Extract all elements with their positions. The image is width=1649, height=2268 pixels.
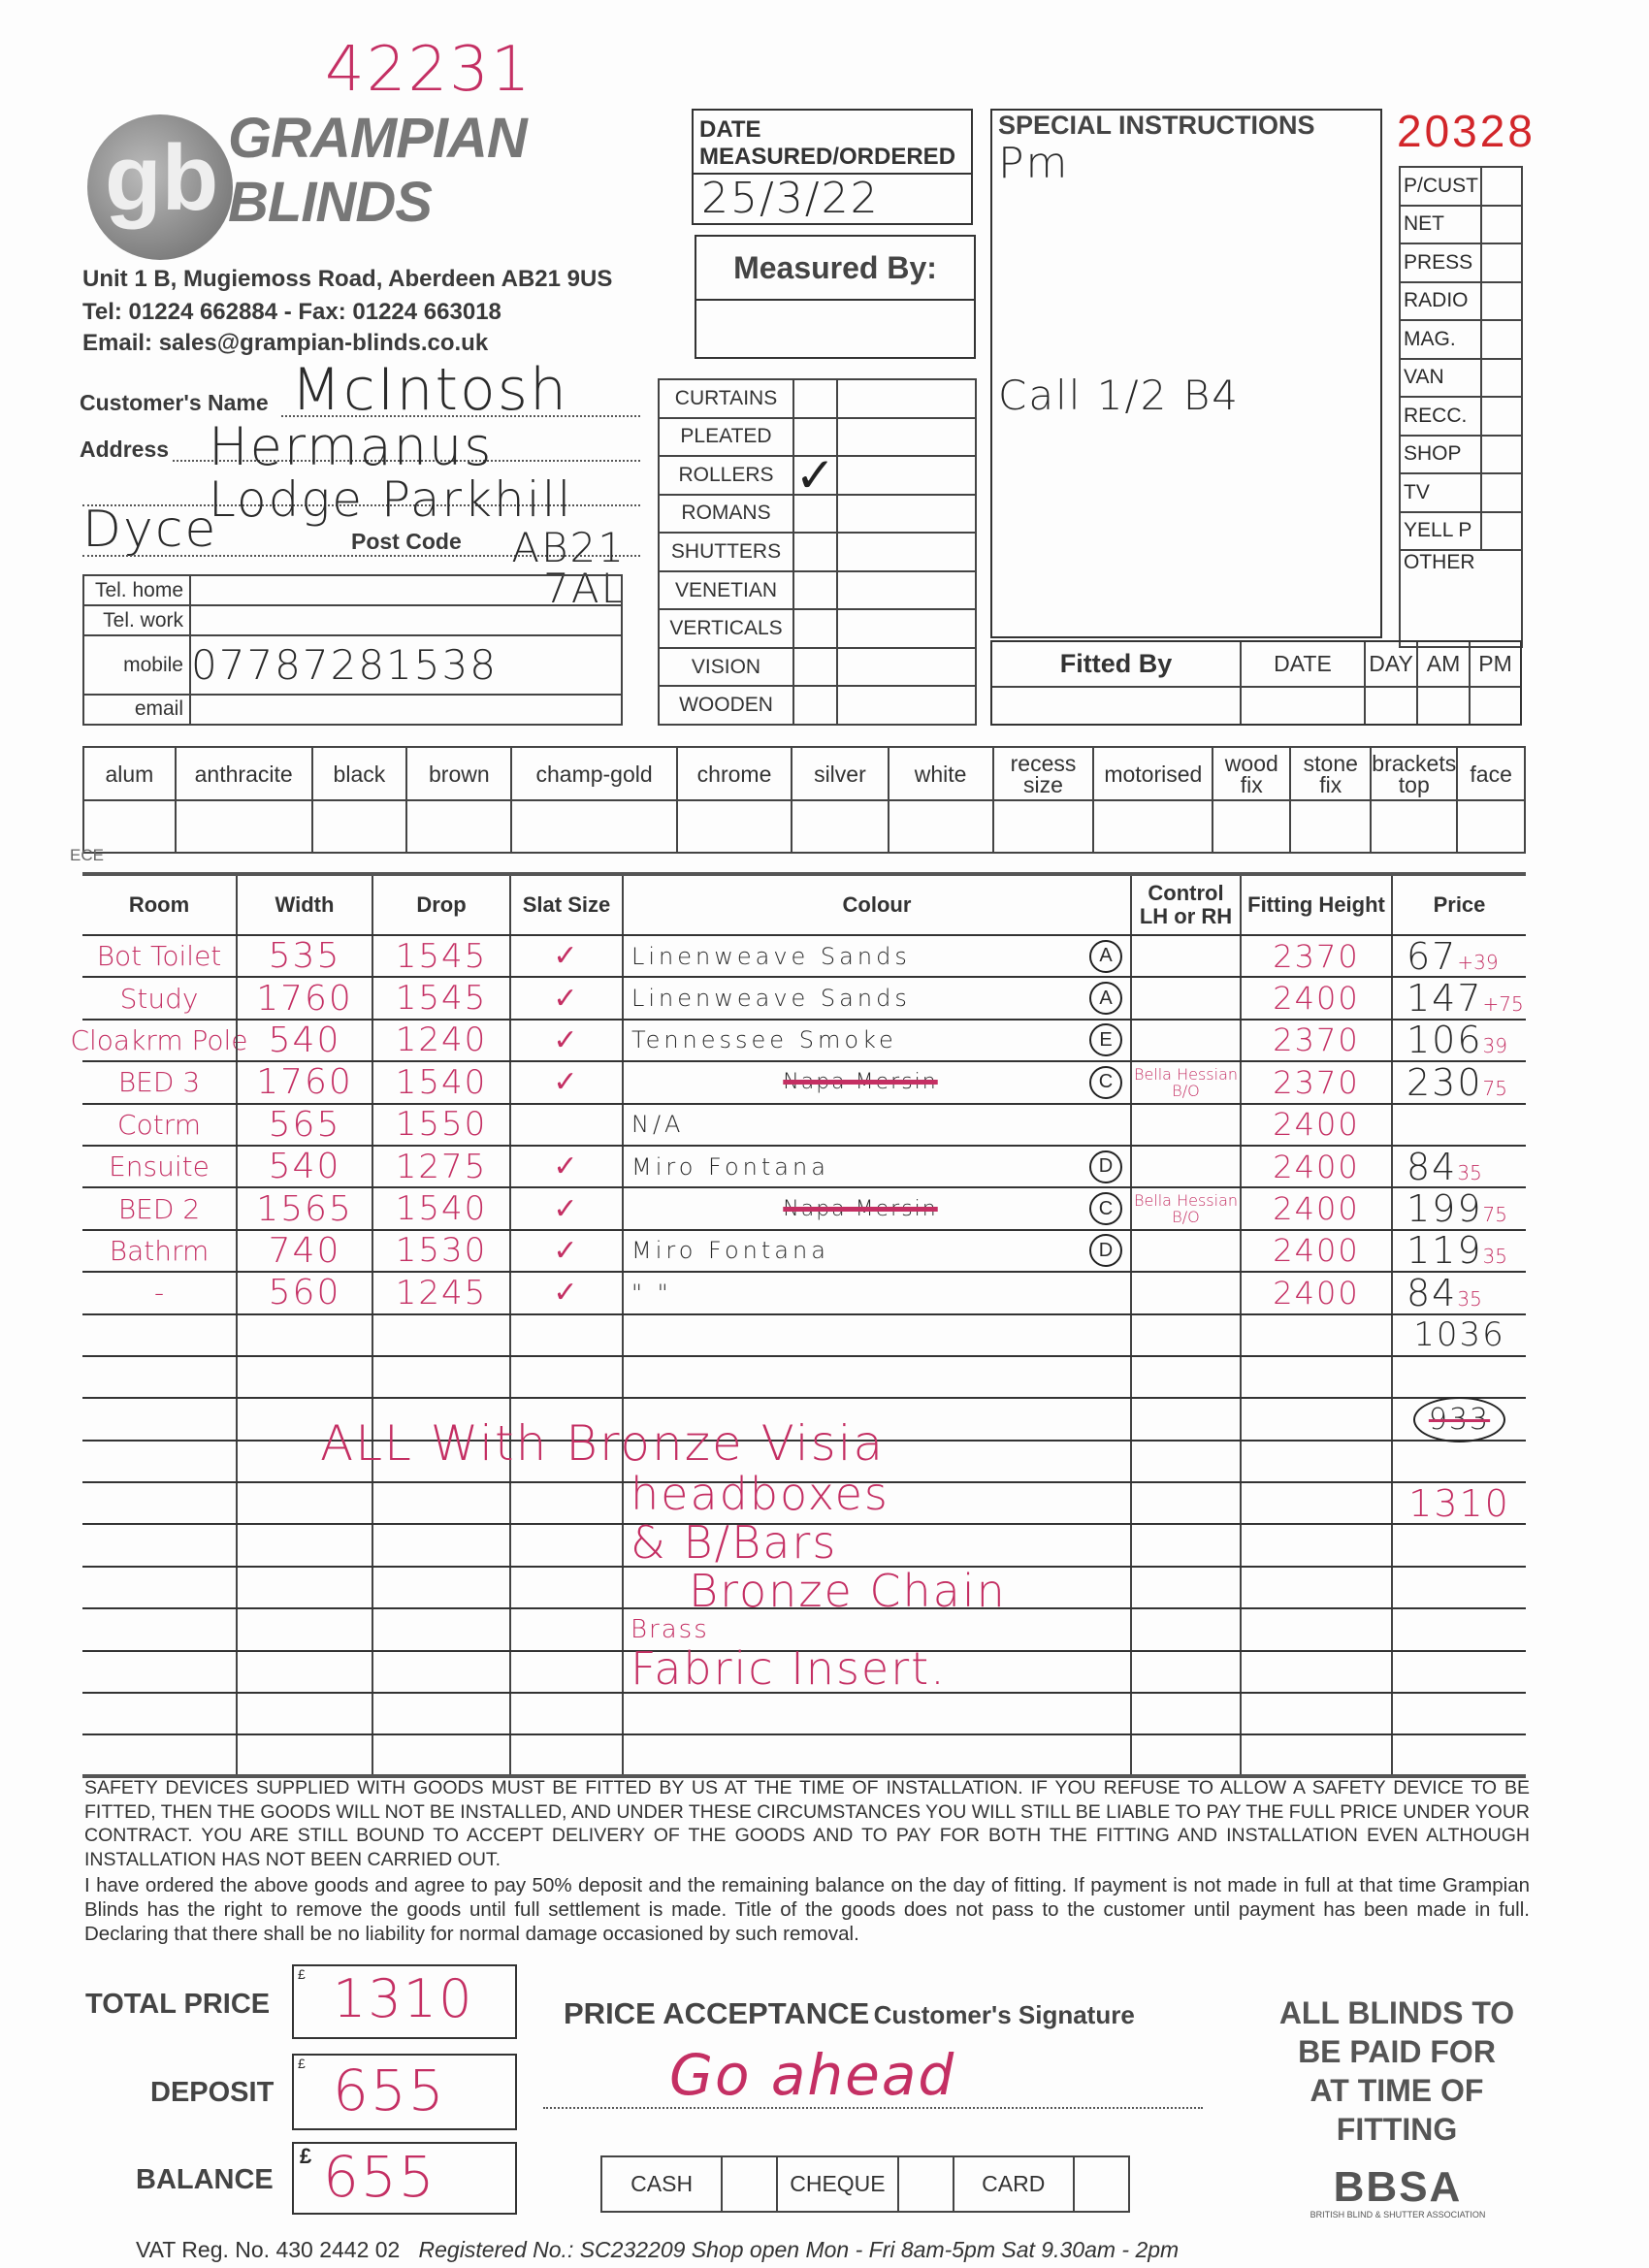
finish-option-label: chrome	[677, 747, 792, 800]
table-row	[82, 1105, 1526, 1147]
drop[interactable]: 1530	[395, 1231, 488, 1271]
total-price-box[interactable]: £ 1310	[292, 1964, 517, 2039]
header-fitting: Fitting Height	[1247, 892, 1385, 917]
drop[interactable]: 1545	[395, 936, 488, 976]
blind-type-label: VISION	[659, 648, 793, 687]
width[interactable]: 1565	[256, 1188, 353, 1229]
blind-type-notes[interactable]	[837, 571, 976, 610]
header-colour: Colour	[842, 892, 912, 917]
subtotal: 1036	[1413, 1315, 1505, 1355]
colour[interactable]: Linenweave Sands	[631, 985, 911, 1013]
alternative-colour: Bella Hessian B/O	[1133, 1064, 1239, 1100]
source-option-checkbox[interactable]	[1481, 206, 1522, 244]
blind-type-checkbox[interactable]	[793, 379, 837, 418]
slat-size[interactable]: ✓	[553, 981, 580, 1016]
finish-option-field[interactable]	[406, 800, 511, 853]
finish-option-field[interactable]	[889, 800, 993, 853]
table-header	[82, 876, 1526, 936]
fitting-height[interactable]: 2370	[1273, 1063, 1360, 1101]
finish-option-label: recess size	[993, 747, 1094, 800]
slat-size[interactable]: ✓	[553, 1233, 580, 1268]
fitting-height[interactable]: 2370	[1273, 1021, 1360, 1059]
finish-option-label: motorised	[1093, 747, 1212, 800]
alternative-colour: Bella Hessian B/O	[1133, 1191, 1239, 1227]
blind-type-notes[interactable]	[837, 418, 976, 457]
finish-option-label: silver	[792, 747, 888, 800]
address-line1[interactable]: Hermanus	[209, 416, 494, 477]
slat-size[interactable]: ✓	[553, 939, 580, 974]
balance-label: BALANCE	[136, 2164, 274, 2195]
slat-size[interactable]: ✓	[553, 1150, 580, 1184]
source-option-checkbox[interactable]	[1481, 397, 1522, 436]
blind-type-label: CURTAINS	[659, 379, 793, 418]
room[interactable]: Study	[119, 982, 199, 1015]
struck-total: 933	[1413, 1397, 1505, 1442]
payment-method-label: CARD	[954, 2156, 1074, 2212]
blind-type-checkbox[interactable]	[793, 533, 837, 571]
finish-option-label: wood fix	[1212, 747, 1290, 800]
finish-option-label: champ-gold	[511, 747, 676, 800]
colour-code: A	[1089, 940, 1122, 973]
tel-home-label: Tel. home	[83, 575, 190, 605]
colour-code: A	[1089, 982, 1122, 1015]
source-option-checkbox[interactable]	[1481, 320, 1522, 359]
special-instructions-box[interactable]	[990, 109, 1382, 638]
address-label: Address	[80, 437, 170, 462]
table-row	[82, 1062, 1526, 1104]
source-option-checkbox[interactable]	[1481, 359, 1522, 398]
price[interactable]: 147	[1406, 977, 1483, 1021]
room[interactable]: Bathrm	[109, 1234, 210, 1267]
finish-option-label: anthracite	[176, 747, 312, 800]
blind-type-checkbox[interactable]	[793, 686, 837, 725]
blind-type-label: VERTICALS	[659, 609, 793, 648]
payment-method-label: CASH	[601, 2156, 722, 2212]
postcode[interactable]: AB21 7AL	[511, 524, 626, 612]
price-extra: 75	[1482, 1203, 1507, 1227]
finish-options-table	[82, 746, 1526, 854]
source-option-checkbox[interactable]	[1481, 282, 1522, 321]
width[interactable]: 535	[268, 936, 341, 977]
header-drop: Drop	[416, 892, 467, 917]
source-list	[1399, 166, 1523, 648]
order-note-line: Bronze Chain	[689, 1565, 1007, 1617]
finish-option-field[interactable]	[1093, 800, 1212, 853]
source-option-checkbox[interactable]	[1481, 473, 1522, 512]
header-width: Width	[275, 892, 335, 917]
source-option-checkbox[interactable]	[1481, 167, 1522, 206]
order-note-line: Fabric Insert.	[630, 1642, 947, 1695]
blind-type-notes[interactable]	[837, 495, 976, 534]
order-note-line: & B/Bars	[630, 1516, 838, 1569]
source-option-label: P/CUST	[1400, 167, 1481, 206]
payment-method-label: CHEQUE	[777, 2156, 897, 2212]
price-extra: 35	[1482, 1245, 1507, 1269]
company-phone: Tel: 01224 662884 - Fax: 01224 663018	[82, 299, 501, 325]
finish-option-label: alum	[83, 747, 176, 800]
fitted-by-field[interactable]	[992, 687, 1241, 724]
finish-option-field[interactable]	[792, 800, 888, 853]
fitted-day-label: DAY	[1365, 642, 1417, 687]
price-extra: +39	[1457, 950, 1499, 974]
price[interactable]: 106	[1406, 1019, 1483, 1062]
finish-option-label: black	[312, 747, 407, 800]
header-room: Room	[128, 892, 190, 917]
colour[interactable]: Tennessee Smoke	[631, 1026, 897, 1054]
source-option-label: OTHER	[1400, 550, 1522, 647]
price[interactable]: 84	[1406, 1271, 1458, 1314]
blind-type-checkbox[interactable]: ✓	[794, 447, 836, 502]
blind-type-checkbox[interactable]	[793, 571, 837, 610]
finish-option-field[interactable]	[312, 800, 407, 853]
payment-method-checkbox[interactable]	[1074, 2156, 1129, 2212]
balance-box[interactable]: £ 655	[292, 2142, 517, 2215]
price-extra: 35	[1457, 1286, 1482, 1311]
order-note-line: Brass	[630, 1615, 709, 1644]
blind-type-checkbox[interactable]	[793, 609, 837, 648]
blind-types-table	[658, 378, 977, 726]
company-name-1: GRAMPIAN	[228, 107, 527, 170]
table-row	[82, 1147, 1526, 1188]
finish-option-field[interactable]	[993, 800, 1094, 853]
source-option-checkbox[interactable]	[1481, 512, 1522, 551]
mobile-field[interactable]: 07787281538	[190, 635, 622, 695]
table-row	[82, 978, 1526, 1020]
finish-option-field[interactable]	[1457, 800, 1525, 853]
table-row	[82, 1315, 1526, 1357]
colour[interactable]: Linenweave Sands	[631, 942, 911, 970]
header-slat: Slat Size	[522, 892, 611, 917]
source-option-label: NET	[1400, 206, 1481, 244]
measured-by-box	[695, 235, 976, 359]
blind-type-checkbox[interactable]	[793, 648, 837, 687]
table-row	[82, 1231, 1526, 1273]
footer-line	[136, 2237, 1179, 2263]
blind-type-notes[interactable]	[837, 456, 976, 495]
width[interactable]: 560	[268, 1273, 341, 1313]
drop[interactable]: 1245	[395, 1273, 488, 1312]
header-control: Control LH or RH	[1139, 881, 1233, 928]
agreement-terms: I have ordered the above goods and agree to pay 50% deposit and the remaining balance on the day of fitting. If payment is not made in full at that time Grampian Blinds has the right to remove the goods until full settlement is made. Title of the goods does not pass to the customer until payment has been made in full. Declaring that there shall be no liability for normal damage occasioned by such removal.	[84, 1874, 1530, 1945]
tel-home-field[interactable]	[190, 575, 622, 605]
total-price-value: 1310	[333, 1968, 474, 2029]
drop[interactable]: 1540	[395, 1189, 488, 1229]
fitting-height[interactable]: 2400	[1273, 1232, 1360, 1270]
finish-option-field[interactable]	[677, 800, 792, 853]
fitting-height[interactable]: 2400	[1273, 1106, 1360, 1144]
room[interactable]: -	[153, 1277, 165, 1310]
room[interactable]: Ensuite	[109, 1150, 210, 1183]
price[interactable]: 67	[1406, 934, 1458, 978]
price[interactable]: 199	[1406, 1187, 1483, 1231]
price[interactable]: 119	[1406, 1229, 1483, 1273]
slat-size[interactable]: ✓	[553, 1191, 580, 1226]
email-label: email	[83, 695, 190, 725]
price[interactable]: 230	[1406, 1060, 1483, 1104]
special-instructions-label: SPECIAL INSTRUCTIONS	[998, 111, 1315, 140]
colour-code: C	[1089, 1066, 1122, 1099]
finish-option-field[interactable]	[1212, 800, 1290, 853]
vat-number: VAT Reg. No. 430 2442 02	[136, 2237, 401, 2262]
header-price: Price	[1433, 892, 1486, 917]
width[interactable]: 740	[268, 1230, 341, 1271]
room[interactable]: Cloakrm Pole	[70, 1023, 248, 1056]
fitted-date-field[interactable]	[1241, 687, 1365, 724]
payment-method-checkbox[interactable]	[898, 2156, 954, 2212]
deposit-label: DEPOSIT	[150, 2077, 275, 2108]
deposit-box[interactable]: £ 655	[292, 2054, 517, 2130]
blind-type-label: ROMANS	[659, 495, 793, 534]
email-field[interactable]	[190, 695, 622, 725]
price-extra: 39	[1482, 1034, 1507, 1058]
address-line2[interactable]: Lodge Parkhill	[209, 471, 573, 528]
source-option-label: MAG.	[1400, 320, 1481, 359]
colour[interactable]: Miro Fontana	[631, 1237, 829, 1265]
fitting-height[interactable]: 2400	[1273, 1274, 1360, 1312]
blind-type-notes[interactable]	[837, 609, 976, 648]
source-option-label: YELL P	[1400, 512, 1481, 551]
colour[interactable]: Miro Fontana	[631, 1152, 829, 1181]
measured-by-label: Measured By:	[696, 237, 974, 301]
blind-type-label: PLEATED	[659, 418, 793, 457]
width[interactable]: 1760	[256, 978, 353, 1019]
company-address: Unit 1 B, Mugiemoss Road, Aberdeen AB21 9US	[82, 266, 613, 292]
slat-size[interactable]: ✓	[553, 1065, 580, 1100]
company-logo: gb	[87, 114, 233, 260]
struck-colour: Napa Mersin	[783, 1070, 938, 1095]
width[interactable]: 540	[268, 1020, 341, 1060]
company-email: Email: sales@grampian-blinds.co.uk	[82, 330, 489, 356]
source-option-checkbox[interactable]	[1481, 243, 1522, 282]
fitted-am-label: AM	[1417, 642, 1470, 687]
tel-work-field[interactable]	[190, 605, 622, 635]
blind-type-label: WOODEN	[659, 686, 793, 725]
price-extra: 75	[1482, 1076, 1507, 1100]
fitted-by-label: Fitted By	[992, 642, 1241, 687]
customer-name[interactable]: McIntosh	[291, 356, 568, 424]
fitting-height[interactable]: 2370	[1273, 937, 1360, 975]
customer-signature[interactable]: Go ahead	[669, 2042, 956, 2108]
slat-size[interactable]: ✓	[553, 1022, 580, 1057]
final-total: 1310	[1408, 1481, 1510, 1525]
table-row	[82, 1694, 1526, 1735]
special-instructions-line1: Pm	[998, 139, 1070, 188]
date-label: DATE MEASURED/ORDERED	[694, 111, 971, 175]
table-row	[82, 1188, 1526, 1230]
finish-option-field[interactable]	[176, 800, 312, 853]
room[interactable]: BED 2	[117, 1192, 201, 1225]
fitting-height[interactable]: 2400	[1273, 1190, 1360, 1228]
payment-method-checkbox[interactable]	[722, 2156, 777, 2212]
table-row	[82, 936, 1526, 978]
drop[interactable]: 1545	[395, 979, 488, 1019]
source-option-label: TV	[1400, 473, 1481, 512]
drop[interactable]: 1275	[395, 1147, 488, 1186]
mobile-label: mobile	[83, 635, 190, 695]
order-note-line: ALL With Bronze Visia	[320, 1415, 886, 1472]
fitted-date-label: DATE	[1241, 642, 1365, 687]
address-line3[interactable]: Dyce	[82, 501, 218, 559]
struck-colour: Napa Mersin	[783, 1196, 938, 1221]
room[interactable]: BED 3	[117, 1066, 201, 1099]
source-option-label: VAN	[1400, 359, 1481, 398]
width[interactable]: 540	[268, 1147, 341, 1187]
finish-option-label: stone fix	[1290, 747, 1371, 800]
table-row	[82, 1273, 1526, 1314]
price-acceptance: PRICE ACCEPTANCE Customer's Signature	[564, 1996, 1135, 2030]
company-name-2: BLINDS	[228, 171, 432, 234]
order-reference: 42231	[325, 34, 533, 106]
balance-value: 655	[323, 2144, 436, 2210]
blind-type-label: SHUTTERS	[659, 533, 793, 571]
blind-type-label: ROLLERS	[659, 456, 793, 495]
order-note-line: headboxes	[630, 1468, 889, 1520]
colour-code: C	[1089, 1192, 1122, 1225]
drop[interactable]: 1550	[395, 1105, 488, 1145]
colour-code: E	[1089, 1023, 1122, 1056]
order-table	[70, 872, 1526, 1778]
finish-option-label: brackets top	[1371, 747, 1457, 800]
finish-option-field[interactable]	[83, 800, 176, 853]
colour[interactable]: " "	[631, 1279, 672, 1307]
source-option-label: PRESS	[1400, 243, 1481, 282]
finish-option-label: brown	[406, 747, 511, 800]
postcode-label: Post Code	[351, 529, 462, 554]
total-price-label: TOTAL PRICE	[85, 1989, 271, 2020]
blind-type-notes[interactable]	[837, 533, 976, 571]
source-option-label: RADIO	[1400, 282, 1481, 321]
source-option-label: RECC.	[1400, 397, 1481, 436]
colour-code: D	[1089, 1150, 1122, 1183]
finish-option-label: white	[889, 747, 993, 800]
finish-option-field[interactable]	[511, 800, 676, 853]
form-number: 20328	[1397, 106, 1536, 156]
slat-size[interactable]: ✓	[553, 1276, 580, 1311]
blind-type-label: VENETIAN	[659, 571, 793, 610]
width[interactable]: 1760	[256, 1062, 353, 1103]
fitted-day-field[interactable]	[1365, 687, 1417, 724]
room[interactable]: Cotrm	[117, 1108, 201, 1141]
payment-methods	[600, 2155, 1130, 2213]
source-option-label: SHOP	[1400, 436, 1481, 474]
finish-option-label: face	[1457, 747, 1525, 800]
fitting-height[interactable]: 2400	[1273, 980, 1360, 1018]
terms-block	[84, 1776, 1530, 1946]
drop[interactable]: 1540	[395, 1062, 488, 1102]
bbsa-logo: BBSA BRITISH BLIND & SHUTTER ASSOCIATION	[1310, 2163, 1486, 2219]
blind-type-notes[interactable]	[837, 686, 976, 725]
price-extra: 35	[1457, 1160, 1482, 1184]
blind-type-notes[interactable]	[837, 648, 976, 687]
customer-name-label: Customer's Name	[80, 390, 269, 415]
deposit-value: 655	[333, 2057, 446, 2123]
finish-option-field[interactable]	[1290, 800, 1371, 853]
contact-table	[82, 574, 623, 726]
table-row	[82, 1357, 1526, 1399]
margin-note: ECE	[70, 846, 104, 864]
fitting-height[interactable]: 2400	[1273, 1148, 1360, 1185]
fitted-pm-label: PM	[1470, 642, 1520, 687]
fitted-am-field[interactable]	[1417, 687, 1470, 724]
registered-number: Registered No.: SC232209 Shop open Mon - Fri 8am-5pm Sat 9.30am - 2pm	[418, 2237, 1180, 2262]
drop[interactable]: 1240	[395, 1021, 488, 1060]
fitted-by-box	[990, 640, 1522, 726]
finish-option-field[interactable]	[1371, 800, 1457, 853]
date-value[interactable]: 25/3/22	[701, 174, 880, 223]
price-extra: +75	[1482, 992, 1524, 1017]
special-instructions-line2: Call 1/2 B4	[998, 372, 1240, 420]
width[interactable]: 565	[268, 1104, 341, 1145]
blind-type-notes[interactable]	[837, 379, 976, 418]
room[interactable]: Bot Toilet	[96, 940, 222, 973]
table-row	[82, 1735, 1526, 1777]
safety-terms: SAFETY DEVICES SUPPLIED WITH GOODS MUST BE FITTED BY US AT THE TIME OF INSTALLATION. IF YOU REFUSE TO ALLOW A SAFETY DEVICE TO BE FITTED, THEN THE GOODS WILL NOT BE INSTALLED, AND UNDER THESE CIRCUMSTANCES YOU WILL STILL BE LIABLE TO PAY THE FULL PRICE UNDER YOUR CONTRACT. YOU ARE STILL BOUND TO ACCEPT DELIVERY OF THE GOODS AND TO PAY FOR BOTH THE FITTING AND INSTALLATION EVEN ALTHOUGH INSTALLATION HAS NOT BEEN CARRIED OUT.	[84, 1777, 1530, 1870]
colour-code: D	[1089, 1234, 1122, 1267]
source-option-checkbox[interactable]	[1481, 436, 1522, 474]
fitted-pm-field[interactable]	[1470, 687, 1520, 724]
table-row	[70, 1019, 1526, 1062]
colour[interactable]: N/A	[631, 1111, 685, 1139]
tel-work-label: Tel. work	[83, 605, 190, 635]
date-box	[692, 109, 973, 225]
payment-notice: ALL BLINDS TO BE PAID FOR AT TIME OF FITTING	[1278, 1995, 1515, 2147]
price[interactable]: 84	[1406, 1145, 1458, 1188]
